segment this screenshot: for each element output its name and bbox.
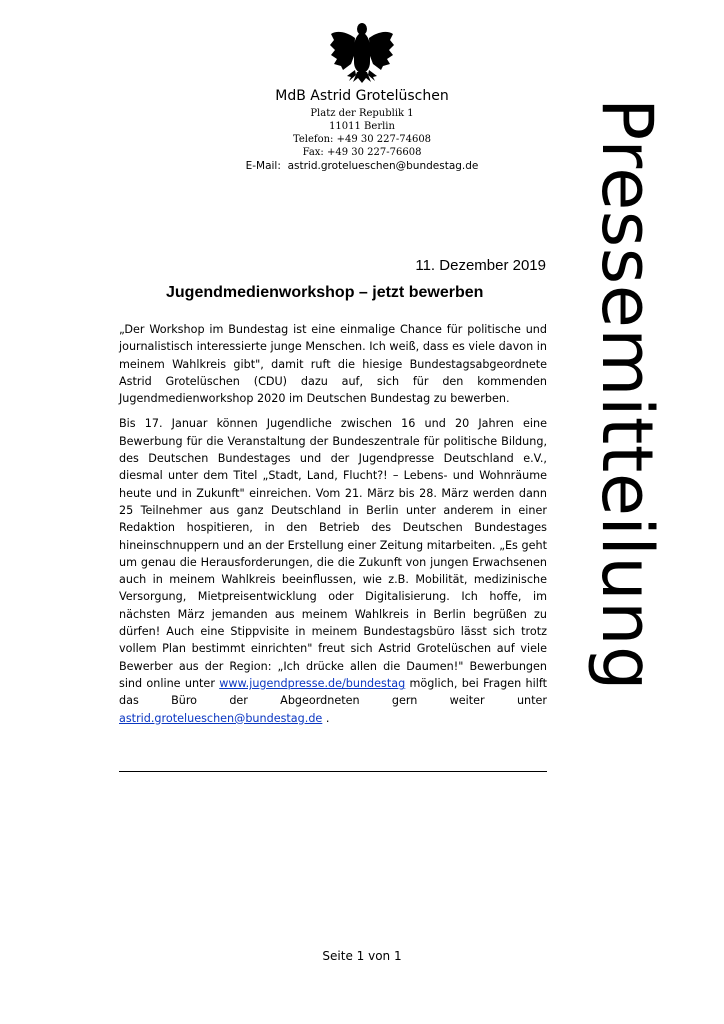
- federal-eagle-icon: [329, 20, 395, 84]
- paragraph-contact-text: möglich, bei Fragen hilft das Büro der Abgeordneten gern weiter unter: [119, 676, 547, 708]
- email-line: [230, 159, 494, 173]
- paragraph-details-text: Bis 17. Januar können Jugendliche zwischen 16 und 20 Jahren eine Bewerbung für die Veranstaltung der Bundeszentrale für politische Bildung, des Deutschen Bundestages und der Jugendpresse Deutschland e.V., diesmal unter dem Titel „Stadt, Land, Flucht?! – Lebens- und Wohnräume heute und in Zukunft" einreichen. Vom 21. März bis 28. März werden dann 25 Teilnehmer aus ganz Deutschland in Berlin unter anderem in einer Redaktion hospitieren, in den Betrieb des Deutschen Bundestages hineinschnuppern und an der Erstellung einer Zeitung mitarbeiten. „Es geht um genau die Herausforderungen, die die Zukunft von jungen Erwachsenen auch in meinem Wahlkreis beeinflussen, wie z.B. Mobilität, medizinische Versorgung, Mietpreisentwicklung oder Digitalisierung. Ich hoffe, im nächsten März jemanden aus meinem Wahlkreis in Berlin begrüßen zu dürfen! Auch eine Stippvisite in meinem Bundestagsbüro lässt sich trotz vollem Plan bestimmt einrichten" freut sich Astrid Grotelüschen auf viele Bewerber aus der Region: „Ich drücke allen die Daumen!" Bewerbungen sind online unter: [119, 417, 547, 690]
- fax-number: Fax: +49 30 227-76608: [302, 147, 422, 158]
- letterhead: [230, 88, 494, 173]
- email-address: astrid.grotelueschen@bundestag.de: [287, 160, 479, 172]
- page-number: Seite 1 von 1: [322, 949, 402, 963]
- phone-number: Telefon: +49 30 227-74608: [292, 134, 432, 145]
- closing-period: .: [325, 711, 330, 725]
- divider-line: [119, 771, 547, 772]
- headline: Jugendmedienworkshop – jetzt bewerben: [166, 284, 484, 301]
- release-date: 11. Dezember 2019: [415, 257, 546, 274]
- pressemitteilung-title: Pressemitteilung: [586, 98, 668, 691]
- email-link[interactable]: astrid.grotelueschen@bundestag.de: [119, 711, 323, 725]
- address-street: Platz der Republik 1: [310, 108, 414, 119]
- press-release-body: [119, 321, 547, 735]
- mp-name: MdB Astrid Grotelüschen: [275, 88, 449, 104]
- paragraph-quote: „Der Workshop im Bundestag ist eine einmalige Chance für politische und journalistisch interessierte junge Menschen. Ich weiß, dass es viele davon in meinem Wahlkreis gibt", damit ruft die hiesige Bundestagsabgeordnete Astrid Grotelüschen (CDU) dazu auf, sich für den kommenden Jugendmedienworkshop 2020 im Deutschen Bundestag zu bewerben.: [119, 323, 547, 406]
- email-label: E-Mail:: [245, 160, 281, 172]
- address-city: 11011 Berlin: [329, 121, 395, 132]
- paragraph-details: [119, 415, 547, 726]
- website-link[interactable]: www.jugendpresse.de/bundestag: [219, 676, 406, 690]
